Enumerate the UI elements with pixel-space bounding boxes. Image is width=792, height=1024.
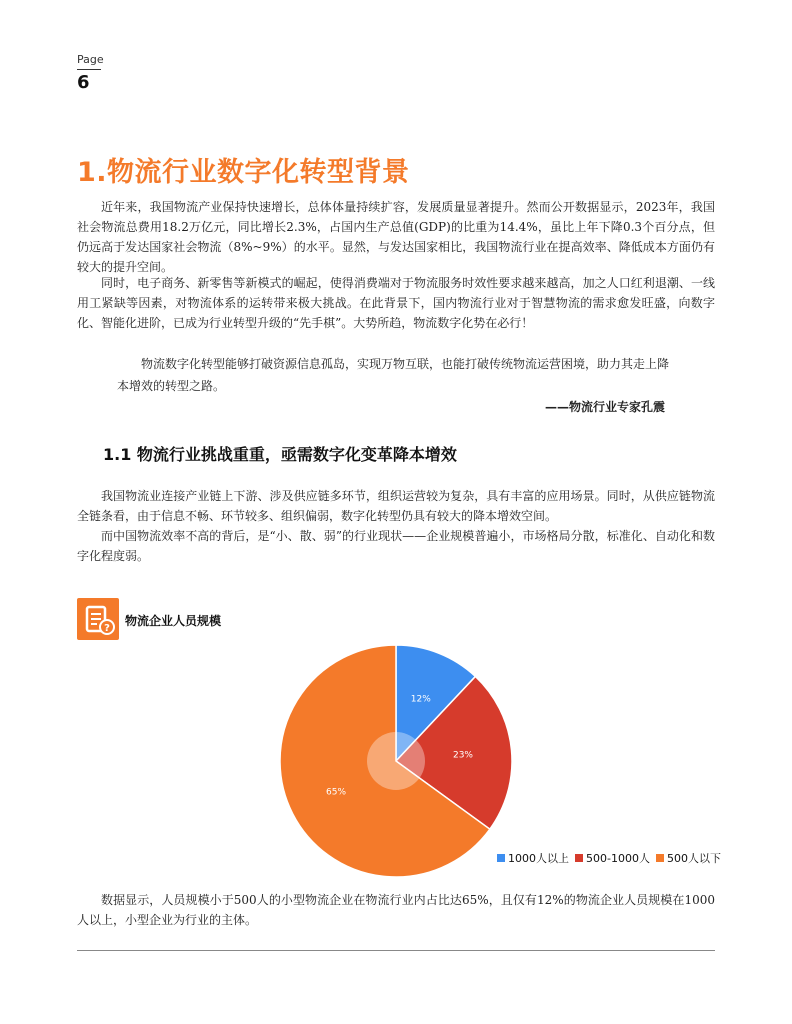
intro-paragraph-1: 近年来，我国物流产业保持快速增长，总体体量持续扩容，发展质量显著提升。然而公开数据显示，2023年，我国社会物流总费用18.2万亿元，同比增长2.3%，占国内生产总值(GDP)的比重为14.4%，虽比上年下降0.3个百分点，但仍远高于发达国家社会物流（8%~9%）的水平。显然，与发达国家相比，我国物流行业在提高效率、降低成本方面仍有较大的提升空间。 — [77, 200, 715, 274]
page-rule — [77, 69, 101, 70]
bottom-rule — [77, 950, 715, 951]
legend-label-500-1000: 500-1000人 — [586, 852, 650, 865]
summary-paragraph: 数据显示，人员规模小于500人的小型物流企业在物流行业内占比达65%，且仅有12%的物流企业人员规模在1000人以上，小型企业为行业的主体。 — [77, 893, 715, 927]
pie-chart — [240, 640, 552, 880]
legend-swatch-blue — [497, 854, 505, 862]
main-title: 1.物流行业数字化转型背景 — [77, 157, 410, 188]
legend-item-500-1000 — [575, 850, 650, 866]
legend-label-1000-plus: 1000人以上 — [508, 852, 569, 865]
legend-item-under-500 — [656, 850, 721, 866]
expert-quote: 物流数字化转型能够打破资源信息孤岛，实现万物互联，也能打破传统物流运营困境，助力其走上降本增效的转型之路。 — [117, 357, 670, 393]
page-number: 6 — [77, 72, 90, 93]
pie-center-highlight — [367, 732, 425, 790]
pie-label-3: 65% — [326, 787, 347, 798]
section-title: 1.1 物流行业挑战重重，亟需数字化变革降本增效 — [103, 445, 457, 464]
section-paragraph-2: 而中国物流效率不高的背后，是“小、散、弱”的行业现状——企业规模普遍小，市场格局分散，标准化、自动化和数字化程度弱。 — [77, 529, 715, 563]
legend-swatch-orange — [656, 854, 664, 862]
pie-label-2: 23% — [452, 750, 473, 761]
page-label: Page — [77, 53, 104, 66]
legend-swatch-red — [575, 854, 583, 862]
quote-author: ——物流行业专家孔震 — [544, 400, 665, 414]
svg-text:?: ? — [104, 623, 110, 634]
pie-label-1: 12% — [410, 694, 431, 705]
chart-legend — [497, 850, 721, 866]
document-question-icon — [77, 598, 119, 640]
section-paragraph-1: 我国物流业连接产业链上下游、涉及供应链多环节，组织运营较为复杂，具有丰富的应用场景。同时，从供应链物流全链条看，由于信息不畅、环节较多、组织偏弱，数字化转型仍具有较大的降本增效空间。 — [77, 489, 715, 523]
intro-paragraph-2: 同时，电子商务、新零售等新模式的崛起，使得消费端对于物流服务时效性要求越来越高，加之人口红利退潮、一线用工紧缺等因素，对物流体系的运转带来极大挑战。在此背景下，国内物流行业对于智慧物流的需求愈发旺盛，向数字化、智能化进阶，已成为行业转型升级的“先手棋”。大势所趋，物流数字化势在必行！ — [77, 276, 715, 330]
legend-label-under-500: 500人以下 — [666, 852, 721, 865]
chart-title: 物流企业人员规模 — [125, 614, 222, 628]
legend-item-1000-plus — [497, 850, 569, 866]
